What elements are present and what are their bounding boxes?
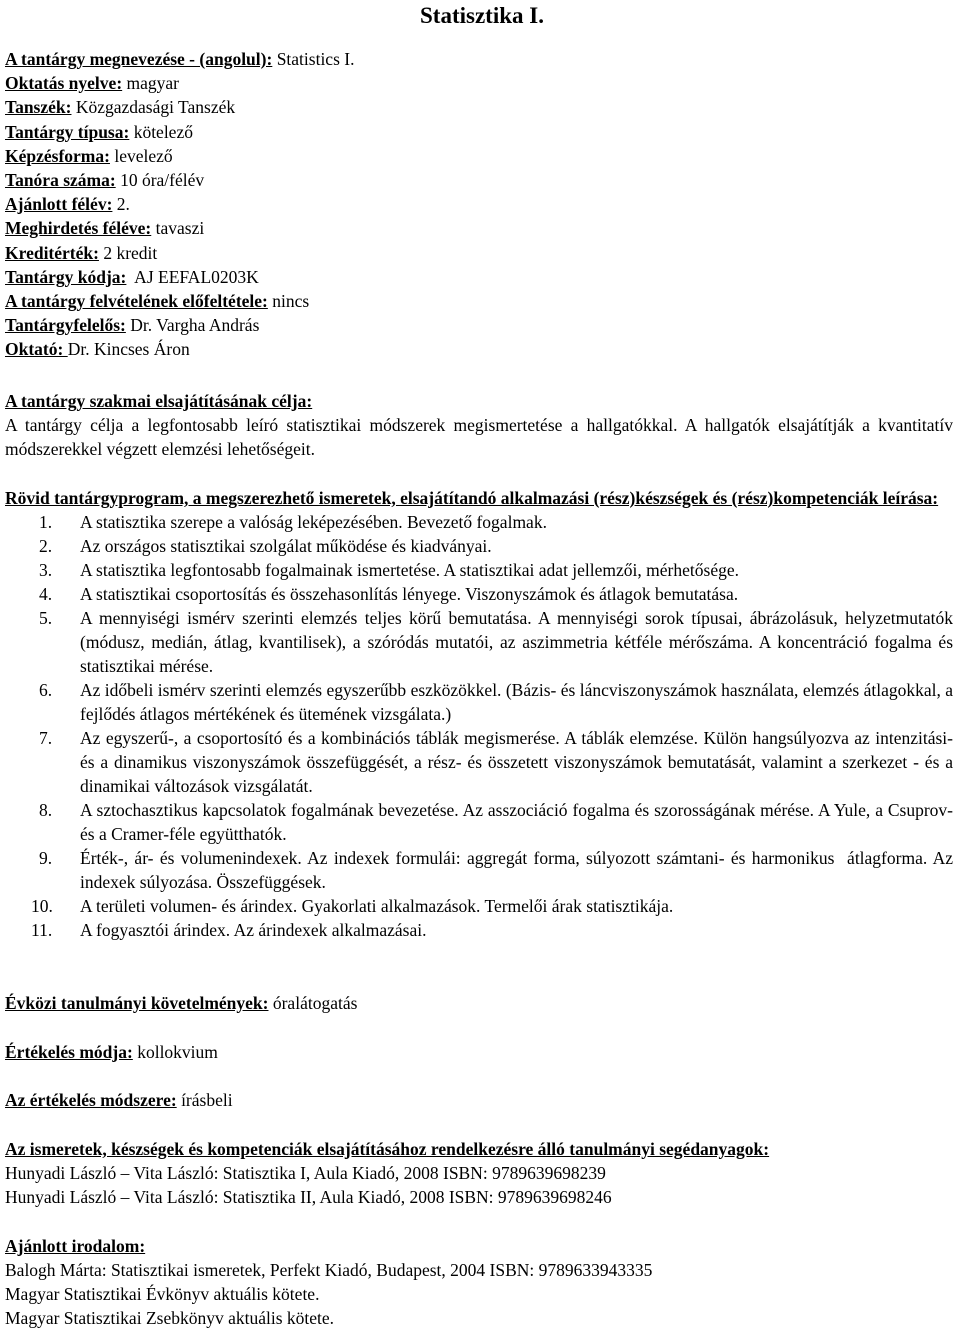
list-item: 5. A mennyiségi ismérv szerinti elemzés teljes körű bemutatása. A mennyiségi sorok típusai, ábrázolásuk, helyzetmutatók (módusz, medián, átlag, kvantilisek), a szóródás mutatói, az aszimmetria kétféle mérőszáma. A koncentráció fogalma és statisztikai mérése.	[39, 608, 953, 676]
course-metadata	[5, 47, 945, 361]
goal-section	[5, 389, 953, 461]
literature-heading: Ajánlott irodalom:	[5, 1236, 146, 1256]
program-section	[5, 486, 958, 942]
list-item: Balogh Márta: Statisztikai ismeretek, Perfekt Kiadó, Budapest, 2004 ISBN: 9789633943335	[5, 1260, 653, 1280]
meta-row-language: Oktatás nyelve: magyar	[5, 73, 180, 94]
list-item: 6. Az időbeli ismérv szerinti elemzés egyszerűbb eszközökkel. (Bázis- és láncviszonyszámok használata, elemzés átlagokkal, a fejlődés átlagos mértékének és ütemének vizsgálata.)	[39, 680, 953, 724]
list-item: 10. A területi volumen- és árindex. Gyakorlati alkalmazások. Termelői árak statisztikája.	[31, 896, 674, 916]
meta-row-training-form: Képzésforma: levelező	[5, 145, 173, 166]
list-item: Hunyadi László – Vita László: Statisztika I, Aula Kiadó, 2008 ISBN: 9789639698239	[5, 1163, 606, 1183]
method-label: Az értékelés módszere:	[5, 1090, 177, 1110]
goal-text: A tantárgy célja a legfontosabb leíró statisztikai módszerek megismertetése a hallgatókkal. A hallgatók elsajátítják a kvantitatív módszerekkel végzett elemzési lehetőségeit.	[5, 415, 953, 459]
meta-row-hours: Tanóra száma: 10 óra/félév	[5, 169, 205, 190]
program-heading: Rövid tantárgyprogram, a megszerezhető ismeretek, elsajátítandó alkalmazási (rész)készségek és (rész)kompetenciák leírása:	[5, 488, 939, 508]
literature-section	[5, 1234, 953, 1330]
meta-row-name: A tantárgy megnevezése - (angolul): Statistics I.	[5, 49, 355, 69]
list-item: 4. A statisztikai csoportosítás és összehasonlítás lényege. Viszonyszámok és átlagok bemutatása.	[39, 584, 739, 604]
evaluation-section	[5, 1040, 953, 1064]
list-item: Hunyadi László – Vita László: Statisztika II, Aula Kiadó, 2008 ISBN: 9789639698246	[5, 1187, 612, 1207]
document-title: Statisztika I.	[420, 3, 544, 28]
meta-row-responsible: Tantárgyfelelős: Dr. Vargha András	[5, 315, 260, 336]
list-item: Magyar Statisztikai Zsebkönyv aktuális kötete.	[5, 1308, 335, 1328]
meta-row-credits: Kreditérték: 2 kredit	[5, 242, 158, 263]
meta-row-department: Tanszék: Közgazdasági Tanszék	[5, 97, 236, 118]
materials-section	[5, 1137, 953, 1209]
meta-row-semester: Ajánlott félév: 2.	[5, 194, 130, 215]
meta-row-instructor: Oktató: Dr. Kincses Áron	[5, 339, 190, 360]
evaluation-label: Értékelés módja:	[5, 1042, 133, 1062]
meta-row-type: Tantárgy típusa: kötelező	[5, 121, 193, 142]
program-list	[5, 510, 958, 942]
list-item: 7. Az egyszerű-, a csoportosító és a kombinációs táblák megismerése. A táblák elemzése. Külön hangsúlyozva az intenzitási- és a dinamikus viszonyszámok összefüggését, a rész- és összetett viszonyszámok bemutatását, valamint a szerkezet - és a dinamikai változások vizsgálatát.	[39, 728, 953, 796]
requirements-section	[5, 991, 953, 1015]
list-item: Magyar Statisztikai Évkönyv aktuális kötete.	[5, 1284, 320, 1304]
evaluation-value: kollokvium	[132, 1042, 218, 1062]
meta-row-code: Tantárgy kódja: AJ EEFAL0203K	[5, 266, 259, 287]
requirements-label: Évközi tanulmányi követelmények:	[5, 993, 269, 1013]
list-item: 2. Az országos statisztikai szolgálat működése és kiadványai.	[39, 536, 492, 556]
meta-row-announced: Meghirdetés féléve: tavaszi	[5, 218, 205, 239]
list-item: 11. A fogyasztói árindex. Az árindexek alkalmazásai.	[31, 920, 427, 940]
goal-heading: A tantárgy szakmai elsajátításának célja:	[5, 391, 313, 411]
list-item: 9. Érték-, ár- és volumenindexek. Az indexek formulái: aggregát forma, súlyozott számtani- és harmonikus átlagforma. Az indexek súlyozása. Összefüggések.	[39, 848, 958, 892]
method-value: írásbeli	[176, 1090, 233, 1110]
meta-row-prerequisite: A tantárgy felvételének előfeltétele: nincs	[5, 290, 310, 311]
materials-heading: Az ismeretek, készségek és kompetenciák elsajátításához rendelkezésre álló tanulmányi segédanyagok:	[5, 1139, 770, 1159]
requirements-value: óralátogatás	[268, 993, 358, 1013]
list-item: 1. A statisztika szerepe a valóság leképezésében. Bevezető fogalmak.	[39, 512, 547, 532]
method-section	[5, 1088, 953, 1112]
list-item: 8. A sztochasztikus kapcsolatok fogalmának bevezetése. Az asszociáció fogalma és szorosságának mérése. A Yule, a Csuprov- és a Cramer-féle együtthatók.	[39, 800, 953, 844]
list-item: 3. A statisztika legfontosabb fogalmainak ismertetése. A statisztikai adat jellemzői, mérhetősége.	[39, 560, 739, 580]
